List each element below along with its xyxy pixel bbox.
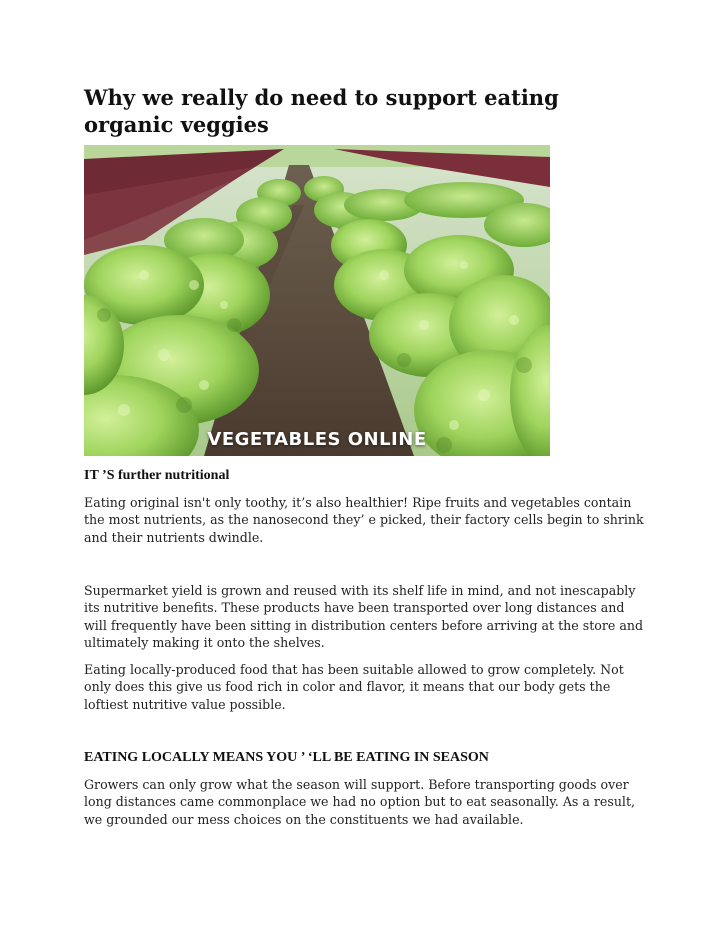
section-heading-nutritional: IT ’S further nutritional: [84, 468, 230, 483]
article-title: Why we really do need to support eating organic veggies: [84, 85, 559, 137]
section-heading-eating-locally: EATING LOCALLY MEANS YOU ’ ‘LL BE EATING IN SEASON: [84, 750, 489, 765]
paragraph-1: Eating original isn't only toothy, it’s also healthier! Ripe fruits and vegetables contain the most nutrients, as the nanosecond they’ e picked, their factory cells begin to shrink and their nutrients dwindle.: [84, 495, 644, 545]
paragraph-4: Growers can only grow what the season will support. Before transporting goods over long distances came commonplace we had no option but to eat seasonally. As a result, we grounded our mess choices on the constituents we had available.: [84, 777, 636, 827]
paragraph-2: Supermarket yield is grown and reused with its shelf life in mind, and not inescapably its nutritive benefits. These products have been transported over long distances and will frequently have been sitting in distribution centers before arriving at the store and ultimately making it onto the shelves.: [84, 583, 644, 651]
paragraph-3: Eating locally-produced food that has been suitable allowed to grow completely. Not only does this give us food rich in color and flavor, it means that our body gets the loftiest nutritive value possible.: [84, 662, 624, 712]
image-caption: VEGETABLES ONLINE: [207, 429, 427, 450]
lettuce-field-photo: [84, 145, 550, 456]
lettuce-field-illustration: [84, 145, 550, 456]
